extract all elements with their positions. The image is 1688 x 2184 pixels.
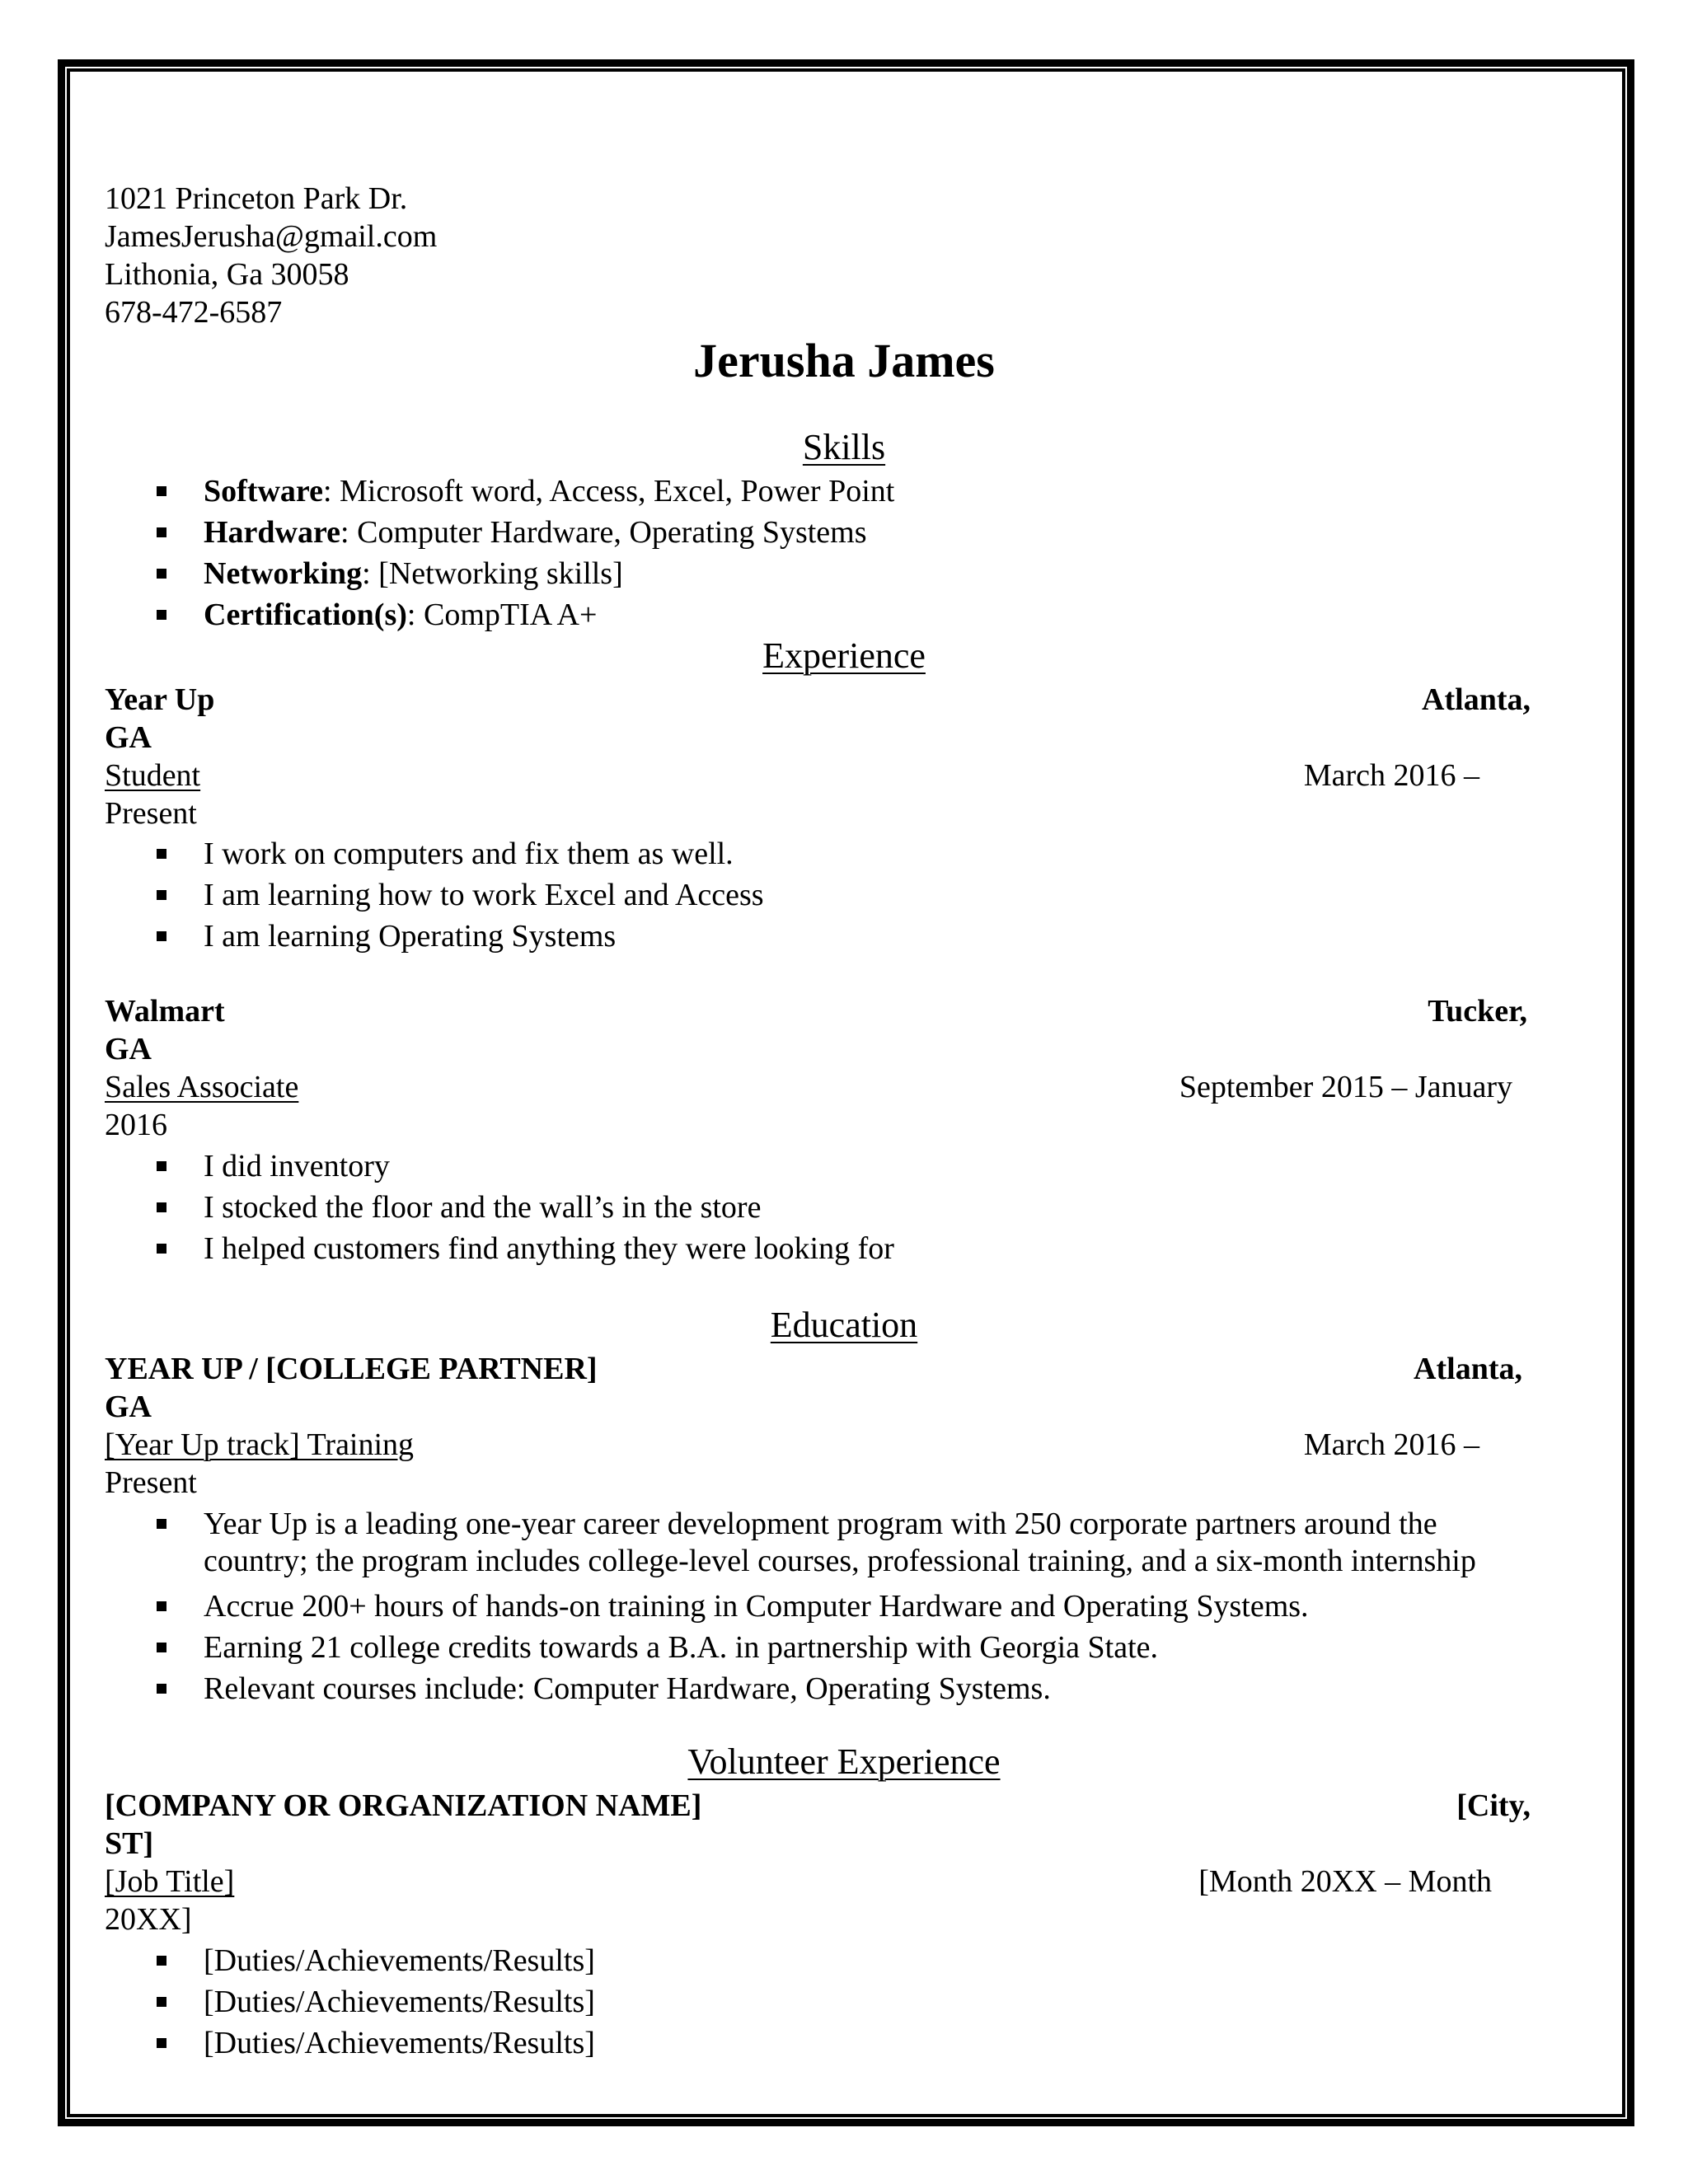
job-dates-cont: Present	[105, 796, 197, 831]
volunteer-heading: Volunteer Experience	[687, 1741, 1001, 1782]
volunteer-dates-cont: 20XX]	[105, 1902, 192, 1937]
bullet-icon	[157, 1997, 166, 2007]
bullet-icon	[157, 1601, 166, 1611]
bullet-icon	[157, 1684, 166, 1694]
contact-phone: 678-472-6587	[105, 295, 283, 330]
education-bullet: Relevant courses include: Computer Hardware, Operating Systems.	[204, 1671, 1051, 1706]
education-bullet: Year Up is a leading one-year career development program with 250 corporate partners around the	[204, 1507, 1437, 1541]
bullet-icon	[157, 1956, 166, 1966]
bullet-icon	[157, 569, 166, 579]
volunteer-title: [Job Title]	[105, 1864, 235, 1899]
skill-item: Software: Microsoft word, Access, Excel, Power Point	[204, 474, 895, 509]
job-bullet: I work on computers and fix them as well.	[204, 837, 734, 871]
education-title: [Year Up track] Training	[105, 1427, 415, 1462]
job-location-cont: GA	[105, 720, 152, 755]
bullet-icon	[157, 931, 166, 941]
bullet-icon	[157, 610, 166, 620]
skill-item: Hardware: Computer Hardware, Operating Systems	[204, 515, 867, 550]
job-location-cont: GA	[105, 1032, 152, 1066]
bullet-icon	[157, 849, 166, 859]
education-bullet: Earning 21 college credits towards a B.A. in partnership with Georgia State.	[204, 1630, 1158, 1665]
bullet-icon	[157, 486, 166, 496]
volunteer-location: [City,	[1456, 1788, 1531, 1823]
job-location: Tucker,	[1428, 994, 1527, 1029]
education-dates-cont: Present	[105, 1465, 197, 1500]
bullet-icon	[157, 1161, 166, 1171]
education-location-cont: GA	[105, 1390, 152, 1424]
bullet-icon	[157, 1202, 166, 1212]
education-dates: March 2016 –	[1303, 1427, 1479, 1462]
contact-email: JamesJerusha@gmail.com	[105, 219, 438, 254]
education-bullet: Accrue 200+ hours of hands-on training in Computer Hardware and Operating Systems.	[204, 1589, 1309, 1624]
volunteer-bullet: [Duties/Achievements/Results]	[204, 1985, 595, 2019]
job-dates-cont: 2016	[105, 1108, 167, 1142]
job-org: Walmart	[105, 994, 225, 1029]
skill-item: Networking: [Networking skills]	[204, 556, 623, 591]
contact-city: Lithonia, Ga 30058	[105, 257, 349, 292]
education-org: YEAR UP / [COLLEGE PARTNER]	[105, 1352, 598, 1386]
job-dates: March 2016 –	[1303, 758, 1479, 793]
education-heading: Education	[770, 1305, 918, 1345]
job-title: Student	[105, 758, 201, 793]
job-bullet: I stocked the floor and the wall’s in the store	[204, 1190, 762, 1225]
volunteer-dates: [Month 20XX – Month	[1198, 1864, 1492, 1899]
skill-item: Certification(s): CompTIA A+	[204, 598, 598, 632]
bullet-icon	[157, 1643, 166, 1652]
education-location: Atlanta,	[1414, 1352, 1522, 1386]
job-title: Sales Associate	[105, 1070, 299, 1104]
job-dates: September 2015 – January	[1179, 1070, 1512, 1104]
skills-heading: Skills	[802, 427, 886, 467]
volunteer-bullet: [Duties/Achievements/Results]	[204, 1943, 595, 1978]
education-bullet-cont: country; the program includes college-level courses, professional training, and a six-month internship	[204, 1544, 1476, 1578]
job-org: Year Up	[105, 682, 215, 717]
job-location: Atlanta,	[1422, 682, 1531, 717]
volunteer-org: [COMPANY OR ORGANIZATION NAME]	[105, 1788, 702, 1823]
bullet-icon	[157, 1244, 166, 1254]
experience-heading: Experience	[762, 635, 926, 676]
volunteer-bullet: [Duties/Achievements/Results]	[204, 2026, 595, 2060]
job-bullet: I did inventory	[204, 1149, 390, 1183]
resume-name: Jerusha James	[693, 334, 995, 387]
job-bullet: I helped customers find anything they were looking for	[204, 1231, 894, 1266]
contact-address: 1021 Princeton Park Dr.	[105, 181, 408, 216]
volunteer-location-cont: ST]	[105, 1826, 154, 1861]
bullet-icon	[157, 890, 166, 900]
job-bullet: I am learning Operating Systems	[204, 919, 617, 954]
bullet-icon	[157, 2038, 166, 2048]
job-bullet: I am learning how to work Excel and Access	[204, 878, 764, 912]
bullet-icon	[157, 1519, 166, 1529]
bullet-icon	[157, 527, 166, 537]
